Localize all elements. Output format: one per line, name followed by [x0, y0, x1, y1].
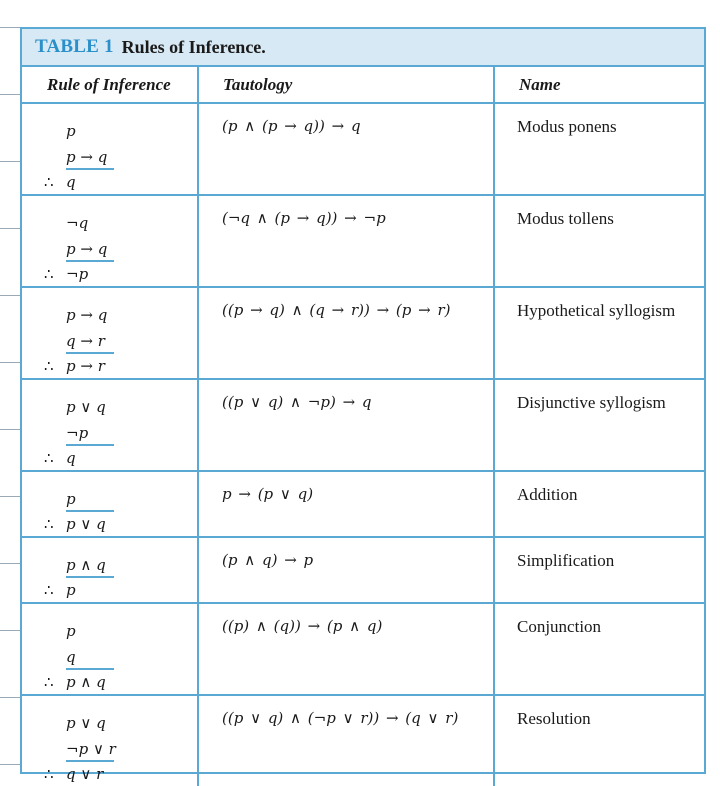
rule-cell — [22, 471, 198, 537]
inference-line — [66, 760, 114, 762]
rule-cell — [22, 379, 198, 471]
margin-tick — [0, 362, 20, 363]
rule-name-cell: Modus ponens — [494, 103, 704, 195]
conclusion-text: p → r — [66, 357, 105, 375]
premise-text: p — [66, 622, 76, 640]
margin-tick — [0, 161, 20, 162]
conclusion-text: q ∨ r — [66, 765, 104, 783]
rules-of-inference-table — [20, 27, 706, 783]
header-row — [22, 67, 704, 103]
table-row — [22, 103, 704, 195]
therefore-icon: ∴ — [44, 173, 54, 191]
header-tautology: Tautology — [198, 67, 494, 103]
premise — [44, 328, 197, 354]
table-row — [22, 537, 704, 603]
margin-tick — [0, 630, 20, 631]
conclusion — [44, 170, 197, 194]
rule-cell — [22, 537, 198, 603]
rule-name-cell: Conjunction — [494, 603, 704, 695]
inference-line — [66, 510, 114, 512]
rule-cell — [22, 695, 198, 786]
premise — [44, 236, 197, 262]
premise-text: p → q — [66, 148, 108, 166]
premise — [44, 486, 197, 512]
margin-tick — [0, 228, 20, 229]
inference-line — [66, 668, 114, 670]
inference-line — [66, 260, 114, 262]
premise — [44, 644, 197, 670]
rule-cell — [22, 103, 198, 195]
therefore-icon: ∴ — [44, 581, 54, 599]
conclusion — [44, 262, 197, 286]
therefore-icon: ∴ — [44, 765, 54, 783]
premise-text: ¬p ∨ r — [66, 740, 116, 758]
tautology-cell: ((p ∨ q) ∧ (¬p ∨ r)) → (q ∨ r) — [198, 695, 494, 786]
rule-name-cell: Hypothetical syllogism — [494, 287, 704, 379]
conclusion-text: q — [66, 449, 76, 467]
tautology-cell: ((p ∨ q) ∧ ¬p) → q — [198, 379, 494, 471]
conclusion-text: q — [66, 173, 76, 191]
premise — [44, 118, 197, 144]
conclusion — [44, 354, 197, 378]
conclusion — [44, 670, 197, 694]
premise-text: p → q — [66, 240, 108, 258]
table-row — [22, 471, 704, 537]
therefore-icon: ∴ — [44, 357, 54, 375]
conclusion — [44, 762, 197, 786]
inference-line — [66, 576, 114, 578]
tautology-cell: (¬q ∧ (p → q)) → ¬p — [198, 195, 494, 287]
premise — [44, 144, 197, 170]
premise — [44, 618, 197, 644]
margin-tick — [0, 764, 20, 765]
table-row — [22, 379, 704, 471]
header-rule: Rule of Inference — [22, 67, 198, 103]
header-name: Name — [494, 67, 704, 103]
conclusion-text: p — [66, 581, 76, 599]
conclusion — [44, 578, 197, 602]
premise-text: ¬p — [66, 424, 89, 442]
premise-text: p ∨ q — [66, 714, 106, 732]
premise — [44, 552, 197, 578]
margin-tick — [0, 496, 20, 497]
therefore-icon: ∴ — [44, 515, 54, 533]
therefore-icon: ∴ — [44, 673, 54, 691]
conclusion-text: ¬p — [66, 265, 89, 283]
premise-text: p ∨ q — [66, 398, 106, 416]
conclusion — [44, 446, 197, 470]
conclusion-text: p ∧ q — [66, 673, 106, 691]
conclusion — [44, 512, 197, 536]
tautology-cell: (p ∧ q) → p — [198, 537, 494, 603]
tautology-cell: (p ∧ (p → q)) → q — [198, 103, 494, 195]
premise-text: q → r — [66, 332, 105, 350]
rule-name-cell: Disjunctive syllogism — [494, 379, 704, 471]
conclusion-text: p ∨ q — [66, 515, 106, 533]
margin-tick — [0, 94, 20, 95]
table-caption — [22, 29, 704, 67]
premise — [44, 710, 197, 736]
premise — [44, 394, 197, 420]
premise — [44, 736, 197, 762]
inference-line — [66, 352, 114, 354]
table-row — [22, 603, 704, 695]
margin-tick — [0, 27, 20, 28]
therefore-icon: ∴ — [44, 449, 54, 467]
rule-name-cell: Simplification — [494, 537, 704, 603]
rule-cell — [22, 603, 198, 695]
margin-tick — [0, 563, 20, 564]
table-number: TABLE 1 — [35, 36, 114, 57]
rule-cell — [22, 195, 198, 287]
premise-text: ¬q — [66, 214, 89, 232]
inference-line — [66, 168, 114, 170]
margin-tick — [0, 429, 20, 430]
inference-line — [66, 444, 114, 446]
tautology-cell: ((p → q) ∧ (q → r)) → (p → r) — [198, 287, 494, 379]
premise-text: p — [66, 122, 76, 140]
inference-table — [22, 67, 704, 786]
premise-text: p ∧ q — [66, 556, 106, 574]
premise-text: q — [66, 648, 76, 666]
table-row — [22, 287, 704, 379]
rule-name-cell: Modus tollens — [494, 195, 704, 287]
premise — [44, 420, 197, 446]
tautology-cell: ((p) ∧ (q)) → (p ∧ q) — [198, 603, 494, 695]
rule-name-cell: Addition — [494, 471, 704, 537]
premise — [44, 210, 197, 236]
rule-cell — [22, 287, 198, 379]
table-row — [22, 195, 704, 287]
premise-text: p — [66, 490, 76, 508]
margin-tick — [0, 295, 20, 296]
tautology-cell: p → (p ∨ q) — [198, 471, 494, 537]
therefore-icon: ∴ — [44, 265, 54, 283]
table-title: Rules of Inference. — [121, 36, 266, 57]
premise — [44, 302, 197, 328]
premise-text: p → q — [66, 306, 108, 324]
margin-tick — [0, 697, 20, 698]
table-row — [22, 695, 704, 786]
rule-name-cell: Resolution — [517, 709, 591, 728]
